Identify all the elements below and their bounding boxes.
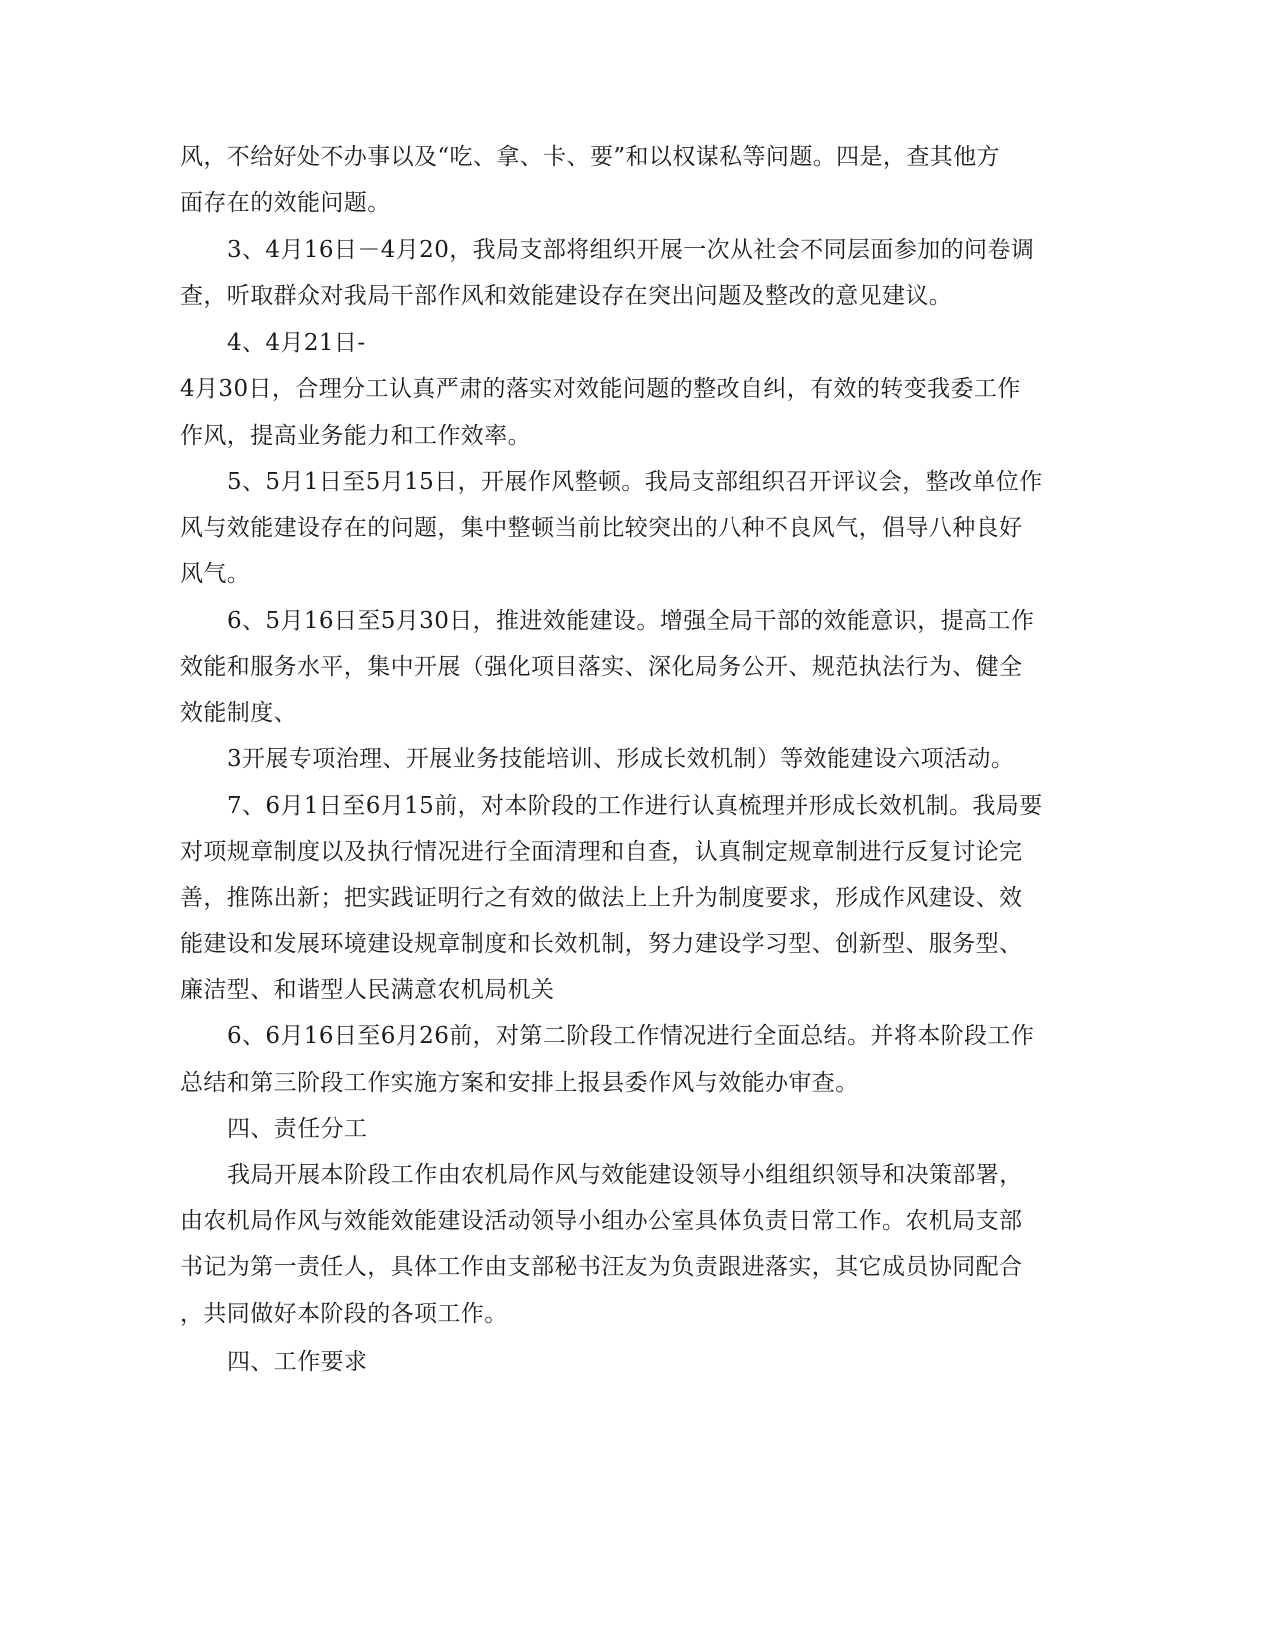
text-line: 6、5月16日至5月30日，推进效能建设。增强全局干部的效能意识，提高工作 [227, 608, 1035, 634]
section-heading: 四、责任分工 [227, 1116, 368, 1142]
section-heading: 四、工作要求 [227, 1349, 368, 1375]
text-line: 3开展专项治理、开展业务技能培训、形成长效机制）等效能建设六项活动。 [227, 746, 1015, 772]
text-line: 6、6月16日至6月26前，对第二阶段工作情况进行全面总结。并将本阶段工作 [227, 1023, 1035, 1049]
text-line: ，共同做好本阶段的各项工作。 [180, 1301, 508, 1327]
text-line: 能建设和发展环境建设规章制度和长效机制，努力建设学习型、创新型、服务型、 [180, 931, 1023, 957]
text-line: 书记为第一责任人，具体工作由支部秘书汪友为负责跟进落实，其它成员协同配合 [180, 1254, 1023, 1280]
text-line: 面存在的效能问题。 [180, 190, 391, 216]
text-line: 风，不给好处不办事以及“吃、拿、卡、要”和以权谋私等问题。四是，查其他方 [180, 144, 1000, 170]
text-line: 4、4月21日- [227, 330, 366, 356]
text-line: 4月30日，合理分工认真严肃的落实对效能问题的整改自纠，有效的转变我委工作 [180, 376, 1021, 402]
text-line: 由农机局作风与效能效能建设活动领导小组办公室具体负责日常工作。农机局支部 [180, 1208, 1023, 1234]
text-line: 廉洁型、和谐型人民满意农机局机关 [180, 977, 555, 1003]
text-line: 效能和服务水平，集中开展（强化项目落实、深化局务公开、规范执法行为、健全 [180, 654, 1023, 680]
text-line: 我局开展本阶段工作由农机局作风与效能建设领导小组组织领导和决策部署， [227, 1162, 1023, 1188]
text-line: 查，听取群众对我局干部作风和效能建设存在突出问题及整改的意见建议。 [180, 283, 953, 309]
text-line: 善，推陈出新；把实践证明行之有效的做法上上升为制度要求，形成作风建设、效 [180, 885, 1023, 911]
text-line: 效能制度、 [180, 700, 297, 726]
text-line: 7、6月1日至6月15前，对本阶段的工作进行认真梳理并形成长效机制。我局要 [227, 793, 1043, 819]
text-line: 作风，提高业务能力和工作效率。 [180, 423, 531, 449]
text-line: 总结和第三阶段工作实施方案和安排上报县委作风与效能办审查。 [180, 1070, 859, 1096]
text-line: 对项规章制度以及执行情况进行全面清理和自查，认真制定规章制进行反复讨论完 [180, 839, 1023, 865]
text-line: 风气。 [180, 561, 251, 587]
text-line: 5、5月1日至5月15日，开展作风整顿。我局支部组织召开评议会，整改单位作 [227, 469, 1043, 495]
text-line: 风与效能建设存在的问题，集中整顿当前比较突出的八种不良风气，倡导八种良好 [180, 515, 1023, 541]
text-line: 3、4月16日－4月20，我局支部将组织开展一次从社会不同层面参加的问卷调 [227, 237, 1035, 263]
